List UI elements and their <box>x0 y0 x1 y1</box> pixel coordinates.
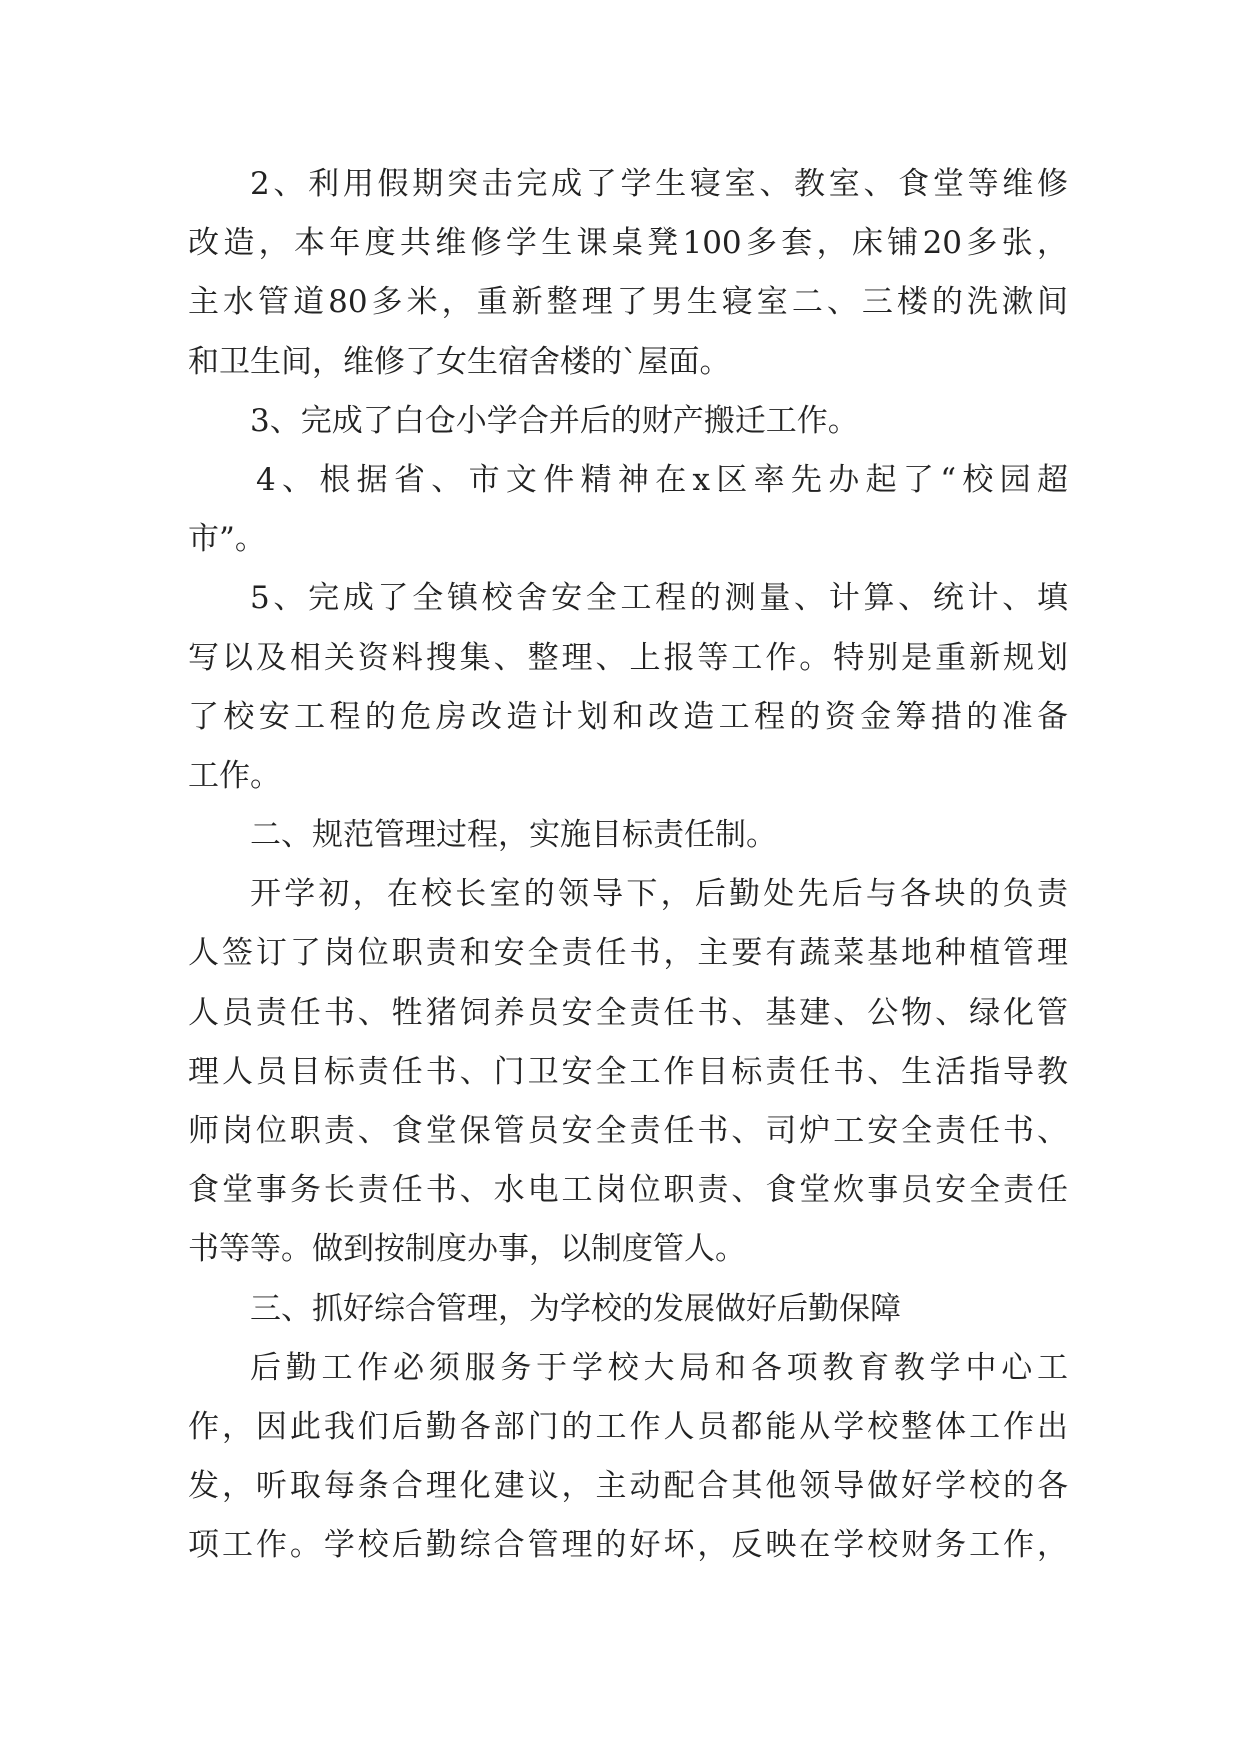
paragraph-line: 后勤工作必须服务于学校大局和各项教育教学中心工 <box>250 1349 1068 1386</box>
paragraph-line: 主水管道80多米，重新整理了男生寝室二、三楼的洗漱间 <box>188 284 1068 321</box>
paragraph-line: 书等等。做到按制度办事，以制度管人。 <box>188 1231 746 1268</box>
paragraph-line: 和卫生间，维修了女生宿舍楼的`屋面。 <box>188 343 731 380</box>
paragraph-line: 写以及相关资料搜集、整理、上报等工作。特别是重新规划 <box>188 639 1068 676</box>
paragraph-line: 开学初，在校长室的领导下，后勤处先后与各块的负责 <box>250 876 1068 913</box>
paragraph-line: 项工作。学校后勤综合管理的好坏，反映在学校财务工作， <box>188 1527 1068 1564</box>
paragraph-line: 2、利用假期突击完成了学生寝室、教室、食堂等维修 <box>250 166 1068 202</box>
section-heading: 二、规范管理过程，实施目标责任制。 <box>250 817 777 854</box>
paragraph-line: 发，听取每条合理化建议，主动配合其他领导做好学校的各 <box>188 1468 1068 1505</box>
document-body <box>188 155 1068 1576</box>
paragraph-line: 食堂事务长责任书、水电工岗位职责、食堂炊事员安全责任 <box>188 1172 1068 1209</box>
paragraph-line: 市”。 <box>188 521 266 558</box>
paragraph-line: 工作。 <box>188 757 281 794</box>
paragraph-line: 作，因此我们后勤各部门的工作人员都能从学校整体工作出 <box>188 1408 1068 1445</box>
paragraph-line: 了校安工程的危房改造计划和改造工程的资金筹措的准备 <box>188 698 1068 735</box>
paragraph-line: 理人员目标责任书、门卫安全工作目标责任书、生活指导教 <box>188 1053 1068 1090</box>
paragraph-line: 5、完成了全镇校舍安全工程的测量、计算、统计、填 <box>250 580 1068 617</box>
paragraph-line: 师岗位职责、食堂保管员安全责任书、司炉工安全责任书、 <box>188 1113 1068 1149</box>
paragraph-line: 人员责任书、牲猪饲养员安全责任书、基建、公物、绿化管 <box>188 994 1068 1031</box>
paragraph-line: 改造，本年度共维修学生课桌凳100多套，床铺20多张， <box>188 225 1068 262</box>
paragraph-line: 人签订了岗位职责和安全责任书，主要有蔬菜基地种植管理 <box>188 935 1068 972</box>
paragraph-line: 4、根据省、市文件精神在x区率先办起了“校园超 <box>256 461 1068 498</box>
paragraph-line: 3、完成了白仓小学合并后的财产搬迁工作。 <box>250 402 859 439</box>
section-heading: 三、抓好综合管理，为学校的发展做好后勤保障 <box>250 1290 901 1327</box>
